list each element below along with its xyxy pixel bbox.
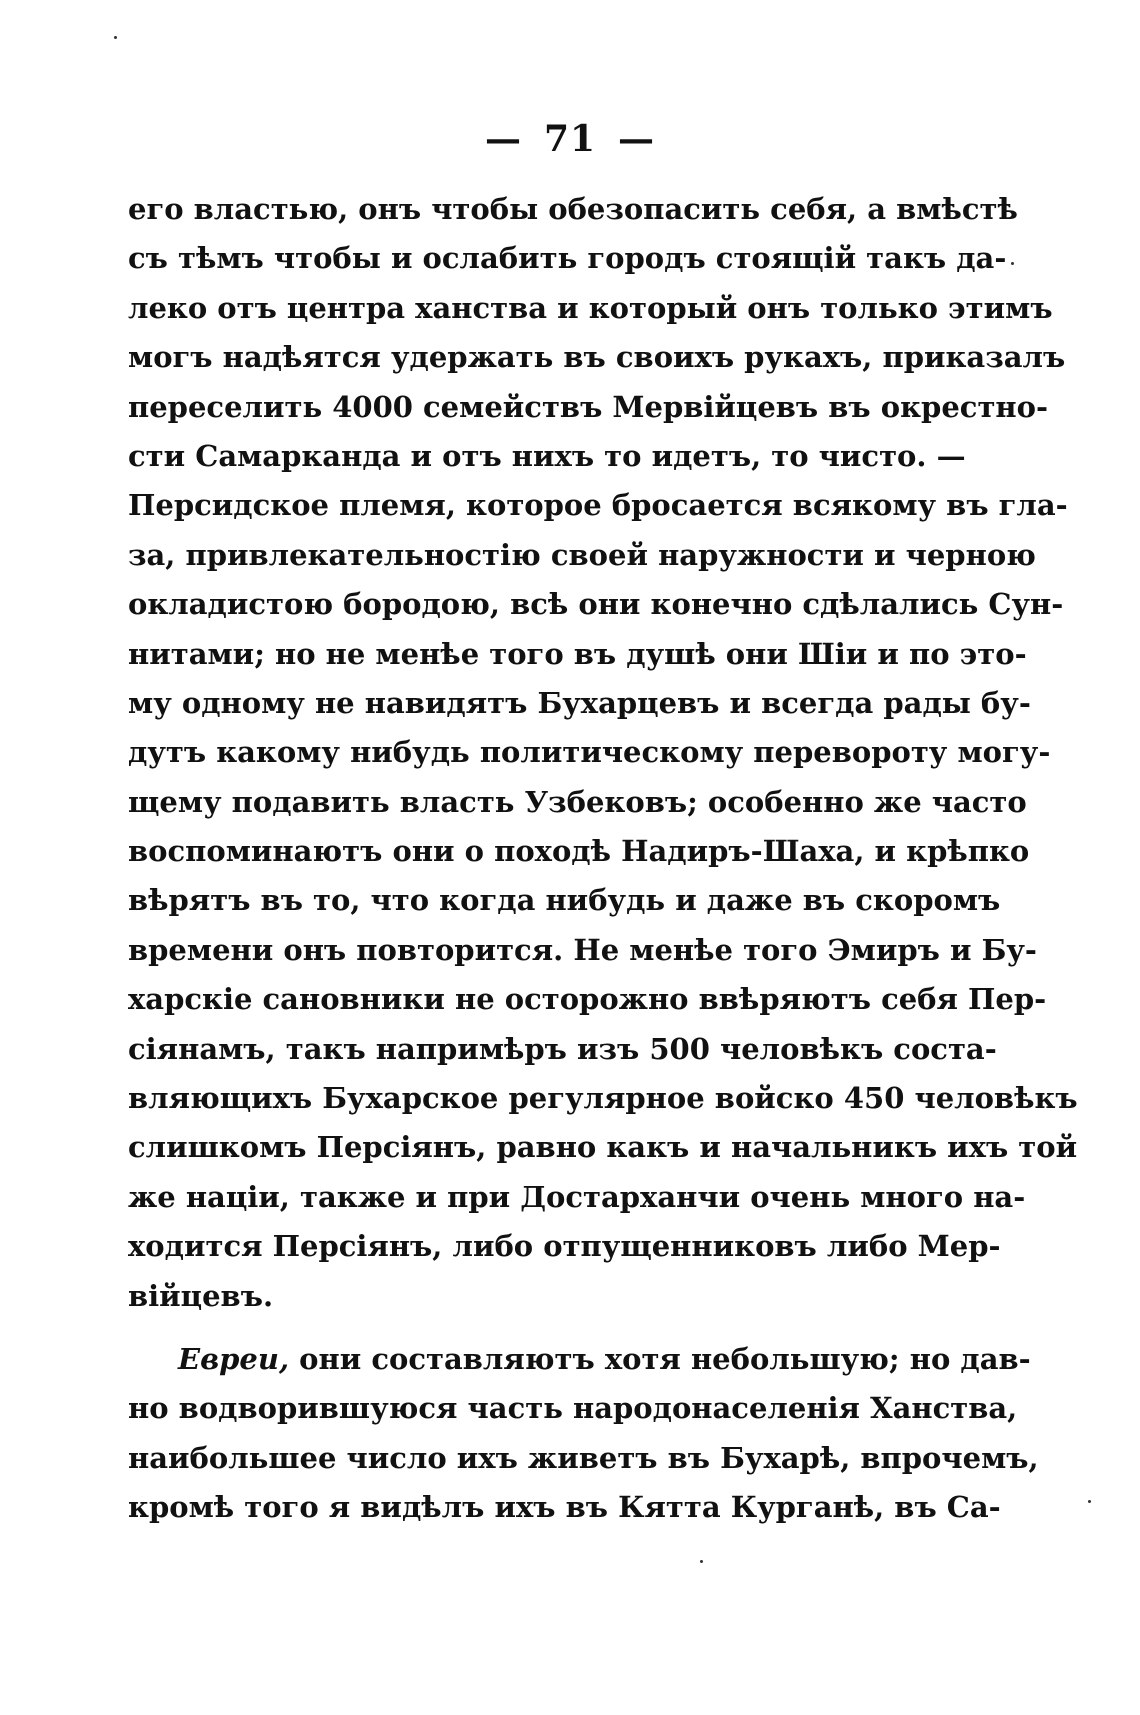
page-number-dash-right: — xyxy=(618,118,656,160)
text-line: могъ надѣятся удержать въ своихъ рукахъ, приказалъ xyxy=(128,340,1066,375)
text-line: вляющихъ Бухарское регулярное войско 450 человѣкъ xyxy=(128,1081,1078,1116)
text-line: окладистою бородою, всѣ они конечно сдѣлались Сун- xyxy=(128,587,1064,622)
text-line: нитами; но не менѣе того въ душѣ они Шіи и по это- xyxy=(128,636,1027,671)
text-line: му одному не навидятъ Бухарцевъ и всегда рады бу- xyxy=(128,685,1031,720)
text-line: вѣрятъ въ то, что когда нибудь и даже въ скоромъ xyxy=(128,883,1001,918)
text-line: наибольшее число ихъ живетъ въ Бухарѣ, впрочемъ, xyxy=(128,1440,1039,1475)
body-text xyxy=(128,185,1078,1533)
text-line-rest: они составляютъ хотя небольшую; но дав- xyxy=(299,1341,1031,1376)
text-line: его властью, онъ чтобы обезопасить себя, а вмѣстѣ xyxy=(128,192,1018,226)
text-line: воспоминаютъ они о походѣ Надиръ-Шаха, и крѣпко xyxy=(128,834,1030,869)
page-number: 71 xyxy=(543,118,597,160)
text-line: сіянамъ, такъ напримѣръ изъ 500 человѣкъ соста- xyxy=(128,1031,997,1066)
text-line: съ тѣмъ чтобы и ослабить городъ стоящій такъ да- xyxy=(128,241,1007,276)
italic-lead-word: Евреи, xyxy=(178,1341,290,1376)
print-speck xyxy=(114,36,117,39)
text-line: переселить 4000 семействъ Мервійцевъ въ окрестно- xyxy=(128,389,1049,424)
text-line: дутъ какому нибудь политическому перевороту могу- xyxy=(128,735,1051,770)
text-line: времени онъ повторится. Не менѣе того Эмиръ и Бу- xyxy=(128,932,1037,967)
text-line: сти Самарканда и отъ нихъ то идетъ, то чисто. — xyxy=(128,438,966,473)
print-speck xyxy=(1088,1500,1091,1503)
paragraph-2 xyxy=(128,1335,1039,1533)
text-line: но водворившуюся часть народонаселенія Ханства, xyxy=(128,1391,1018,1426)
text-line: Персидское племя, которое бросается всякому въ гла- xyxy=(128,488,1068,523)
paragraph-gap xyxy=(128,1321,924,1335)
print-speck xyxy=(1011,262,1014,265)
text-line: харскіе сановники не осторожно ввѣряютъ себя Пер- xyxy=(128,982,1047,1017)
text-line xyxy=(128,1335,1031,1384)
text-line: слишкомъ Персіянъ, равно какъ и начальникъ ихъ той xyxy=(128,1130,1078,1165)
text-line: ходится Персіянъ, либо отпущенниковъ либо Мер- xyxy=(128,1229,1001,1264)
print-speck xyxy=(700,1560,703,1563)
text-line: леко отъ центра ханства и который онъ только этимъ xyxy=(128,290,1053,325)
text-line: кромѣ того я видѣлъ ихъ въ Кятта Курганѣ, въ Са- xyxy=(128,1490,1001,1525)
text-line: війцевъ. xyxy=(128,1278,274,1313)
text-line: же націи, также и при Достарханчи очень много на- xyxy=(128,1179,1026,1214)
paragraph-1 xyxy=(128,185,1078,1321)
page-number-header xyxy=(0,118,1140,160)
text-line: щему подавить власть Узбековъ; особенно же часто xyxy=(128,784,1027,819)
text-line: за, привлекательностію своей наружности и черною xyxy=(128,537,1036,572)
page-number-dash-left: — xyxy=(484,118,522,160)
